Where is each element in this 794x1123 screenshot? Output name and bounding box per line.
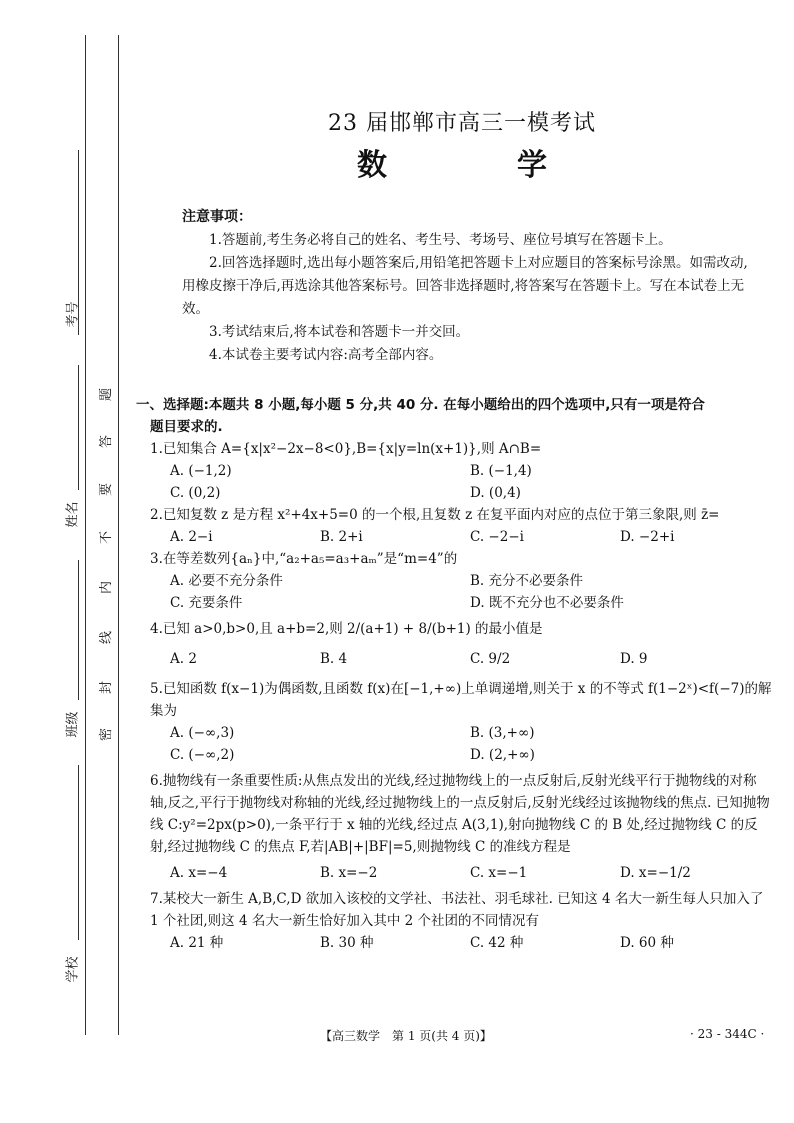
option-d: D. (0,4): [470, 485, 521, 501]
seal-char: 内: [99, 580, 115, 595]
option-d: D. 9: [620, 651, 648, 667]
option-c: C. (−∞,2): [170, 747, 235, 763]
notice-section: [182, 206, 752, 367]
option-c: C. 9/2: [470, 651, 511, 667]
option-b: B. (−1,4): [470, 463, 532, 479]
binding-line-outer: [85, 35, 86, 1035]
option-a: A. 2−i: [170, 529, 213, 545]
option-d: D. (2,+∞): [470, 747, 535, 763]
seal-char: 密: [99, 727, 115, 742]
exam-code: · 23 - 344C ·: [690, 1027, 765, 1041]
option-c: C. (0,2): [170, 485, 221, 501]
option-b: B. 4: [320, 651, 348, 667]
xuexiao-label: 学校: [65, 956, 81, 983]
exam-title: 23 届邯郸市高三一模考试: [328, 111, 596, 136]
notice-item: 1.答题前,考生务必将自己的姓名、考生号、考场号、座位号填写在答题卡上。: [209, 232, 672, 248]
question-stem: 1.已知集合 A={x|x²−2x−8<0},B={x|y=ln(x+1)},则 A∩B=: [150, 441, 542, 457]
kaohao-label: 考号: [65, 301, 81, 328]
option-b: B. x=−2: [320, 865, 378, 881]
question-3: [150, 548, 774, 614]
option-c: C. −2−i: [470, 529, 524, 545]
option-b: B. 30 种: [320, 935, 374, 951]
option-b: B. (3,+∞): [470, 725, 535, 741]
binding-line-inner: [118, 35, 119, 1035]
question-5: [150, 678, 774, 766]
option-a: A. 21 种: [170, 935, 224, 951]
option-c: C. x=−1: [470, 865, 528, 881]
notice-heading: 注意事项：: [182, 209, 252, 225]
option-b: B. 2+i: [320, 529, 363, 545]
banji-label: 班级: [65, 711, 81, 738]
question-6: [150, 770, 774, 884]
question-stem: 6.抛物线有一条重要性质:从焦点发出的光线,经过抛物线上的一点反射后,反射光线平行于抛物线的对称轴,反之,平行于抛物线对称轴的光线,经过抛物线上的一点反射后,反射光线经过该抛物线的焦点. 已知抛物线 C:y²=2px(p>0),一条平行于 x 轴的光线,经过点 A(3,1),射向抛物线 C 的 B 处,经过抛物线 C 的反射,经过抛物线 C 的焦点 F,若|AB|+|BF|=5,则抛物线 C 的准线方程是: [150, 773, 770, 855]
xuexiao-blank: [78, 765, 79, 940]
option-a: A. (−∞,3): [170, 725, 235, 741]
option-a: A. x=−4: [170, 865, 228, 881]
option-d: D. 60 种: [620, 935, 674, 951]
seal-char: 不: [99, 530, 115, 545]
question-stem: 7.某校大一新生 A,B,C,D 欲加入该校的文学社、书法社、羽毛球社. 已知这 4 名大一新生每人只加入了 1 个社团,则这 4 名大一新生恰好加入其中 2 个社团的不同情况有: [150, 891, 764, 929]
question-stem: 2.已知复数 z 是方程 x²+4x+5=0 的一个根,且复数 z 在复平面内对应的点位于第三象限,则 z̄=: [150, 507, 720, 523]
notice-item: 3.考试结束后,将本试卷和答题卡一并交回。: [209, 324, 470, 340]
question-1: [150, 438, 774, 504]
page-number-label: 【高三数学 第 1 页(共 4 页)】: [320, 1029, 492, 1043]
xingming-blank: [78, 365, 79, 490]
seal-char: 题: [99, 387, 115, 402]
seal-char: 答: [99, 434, 115, 449]
question-2: [150, 504, 774, 548]
option-c: C. 42 种: [470, 935, 524, 951]
option-a: A. (−1,2): [170, 463, 232, 479]
seal-char: 要: [99, 482, 115, 497]
seal-char: 线: [99, 630, 115, 645]
banji-blank: [78, 560, 79, 700]
section-heading-cont: 题目要求的.: [150, 419, 223, 435]
section-heading: [136, 394, 774, 438]
option-d: D. x=−1/2: [620, 865, 691, 881]
question-stem: 4.已知 a>0,b>0,且 a+b=2,则 2/(a+1) + 8/(b+1) 的最小值是: [150, 621, 543, 637]
notice-item: 4.本试卷主要考试内容:高考全部内容。: [209, 347, 443, 363]
section-heading-text: 一、选择题:本题共 8 小题,每小题 5 分,共 40 分. 在每小题给出的四个选项中,只有一项是符合: [136, 397, 705, 413]
question-section: [136, 394, 774, 954]
option-d: D. −2+i: [620, 529, 675, 545]
option-d: D. 既不充分也不必要条件: [470, 595, 624, 611]
option-b: B. 充分不必要条件: [470, 573, 584, 589]
xingming-label: 姓名: [65, 501, 81, 528]
question-stem: 5.已知函数 f(x−1)为偶函数,且函数 f(x)在[−1,+∞)上单调递增,则关于 x 的不等式 f(1−2ˣ)<f(−7)的解集为: [150, 681, 772, 719]
question-7: [150, 888, 774, 954]
subject-title: 数 学: [357, 148, 597, 183]
option-c: C. 充要条件: [170, 595, 243, 611]
question-4: [150, 618, 774, 670]
option-a: A. 2: [170, 651, 197, 667]
question-stem: 3.在等差数列{aₙ}中,“a₂+a₅=a₃+aₘ”是“m=4”的: [150, 551, 458, 567]
option-a: A. 必要不充分条件: [170, 573, 283, 589]
seal-char: 封: [99, 680, 115, 695]
notice-item: 2.回答选择题时,选出每小题答案后,用铅笔把答题卡上对应题目的答案标号涂黑。如需改动,用橡皮擦干净后,再选涂其他答案标号。回答非选择题时,将答案写在答题卡上。写在本试卷上无效。: [182, 255, 748, 317]
